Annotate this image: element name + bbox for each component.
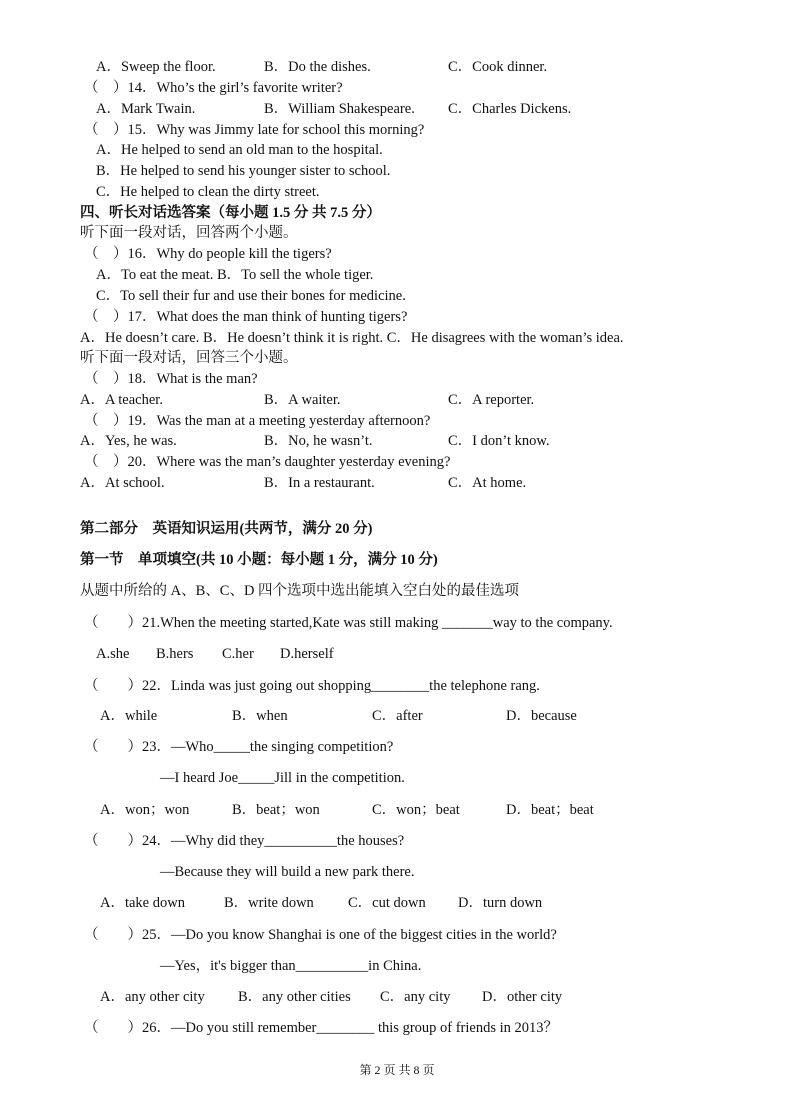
option-b: B.hers: [156, 646, 194, 662]
option-a: A．any other city: [100, 989, 205, 1005]
dialog-1-intro: 听下面一段对话，回答两个小题。: [80, 225, 298, 241]
option-d: D．other city: [482, 989, 563, 1005]
option-c: C．A reporter.: [448, 392, 535, 408]
option-c: C．Charles Dickens.: [448, 101, 572, 117]
q15-option-c: C．He helped to clean the dirty street.: [96, 184, 320, 200]
option-a: A.she: [96, 646, 130, 662]
option-c: C．after: [372, 708, 423, 724]
option-a: A．won；won: [100, 802, 190, 818]
question-19: （ ）19．Was the man at a meeting yesterday afternoon?: [84, 413, 431, 429]
question-14: （ ）14．Who’s the girl’s favorite writer?: [84, 80, 343, 96]
option-d: D．beat；beat: [506, 802, 594, 818]
question-22: （ ）22．Linda was just going out shopping________the telephone rang.: [84, 678, 540, 694]
option-c: C.her: [222, 646, 254, 662]
question-24: （ ）24．—Why did they__________the houses?: [84, 833, 405, 849]
question-26: （ ）26．—Do you still remember________ this group of friends in 2013？: [84, 1020, 559, 1036]
question-15: （ ）15．Why was Jimmy late for school this morning?: [84, 122, 425, 138]
question-18: （ ）18．What is the man?: [84, 371, 258, 387]
option-b: B．William Shakespeare.: [264, 101, 415, 117]
option-c: C．At home.: [448, 475, 527, 491]
q16-options-line2: C．To sell their fur and use their bones for medicine.: [96, 288, 406, 304]
option-a: A．A teacher.: [80, 392, 163, 408]
option-b: B．write down: [224, 895, 314, 911]
question-16: （ ）16．Why do people kill the tigers?: [84, 246, 332, 262]
instruction-text: 从题中所给的 A、B、C、D 四个选项中选出能填入空白处的最佳选项: [80, 583, 520, 599]
part-2-title: 第二部分 英语知识运用(共两节，满分 20 分): [80, 521, 373, 537]
option-a: A．Sweep the floor.: [96, 59, 216, 75]
option-b: B．when: [232, 708, 288, 724]
q16-options-line1: A．To eat the meat. B．To sell the whole tiger.: [96, 267, 374, 283]
option-a: A．while: [100, 708, 158, 724]
option-d: D．because: [506, 708, 577, 724]
option-c: C．I don’t know.: [448, 433, 550, 449]
question-25: （ ）25．—Do you know Shanghai is one of the biggest cities in the world?: [84, 927, 557, 943]
option-c: C．Cook dinner.: [448, 59, 548, 75]
q23-reply: —I heard Joe_____Jill in the competition.: [160, 770, 405, 786]
option-a: A．Yes, he was.: [80, 433, 177, 449]
q15-option-b: B．He helped to send his younger sister to school.: [96, 163, 391, 179]
option-b: B．In a restaurant.: [264, 475, 375, 491]
option-c: C．won；beat: [372, 802, 460, 818]
section-1-title: 第一节 单项填空(共 10 小题：每小题 1 分，满分 10 分): [80, 552, 438, 568]
option-c: C．any city: [380, 989, 451, 1005]
option-c: C．cut down: [348, 895, 426, 911]
option-d: D．turn down: [458, 895, 543, 911]
option-b: B．Do the dishes.: [264, 59, 371, 75]
option-a: A．take down: [100, 895, 185, 911]
question-20: （ ）20．Where was the man’s daughter yesterday evening?: [84, 454, 451, 470]
q24-reply: —Because they will build a new park there.: [160, 864, 415, 880]
question-21: （ ）21.When the meeting started,Kate was still making _______way to the company.: [84, 615, 613, 631]
q15-option-a: A．He helped to send an old man to the hospital.: [96, 142, 383, 158]
dialog-2-intro: 听下面一段对话，回答三个小题。: [80, 350, 298, 366]
option-d: D.herself: [280, 646, 334, 662]
option-b: B．No, he wasn’t.: [264, 433, 373, 449]
q25-reply: —Yes，it's bigger than__________in China.: [160, 958, 422, 974]
option-a: A．At school.: [80, 475, 165, 491]
option-a: A．Mark Twain.: [96, 101, 196, 117]
option-b: B．any other cities: [238, 989, 351, 1005]
question-17: （ ）17．What does the man think of hunting tigers?: [84, 309, 408, 325]
option-b: B．A waiter.: [264, 392, 341, 408]
q17-options-line: A．He doesn’t care. B．He doesn’t think it is right. C．He disagrees with the woman’s idea.: [80, 330, 624, 346]
section-4-title: 四、听长对话选答案（每小题 1.5 分 共 7.5 分）: [80, 205, 381, 221]
question-23: （ ）23．—Who_____the singing competition?: [84, 739, 394, 755]
page-number: 第 2 页 共 8 页: [359, 1063, 435, 1077]
option-b: B．beat；won: [232, 802, 320, 818]
